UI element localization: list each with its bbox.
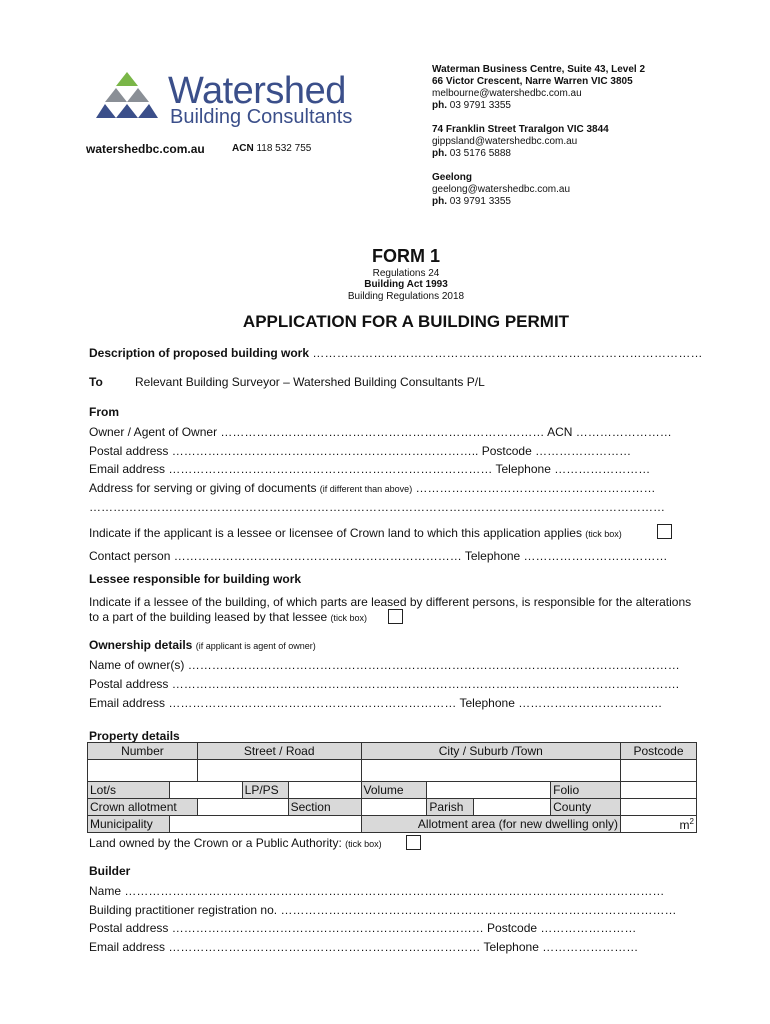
office-melbourne: Waterman Business Centre, Suite 43, Level 2 66 Victor Crescent, Narre Warren VIC 3805 melbourne@watershedbc.com.au ph. 03 9791 3355 [432, 64, 646, 111]
from-heading: From [89, 405, 119, 419]
crown-public-authority-checkbox[interactable] [406, 835, 421, 850]
service-address-field[interactable]: Address for serving or giving of documents (if different than above) …………………………………………………… [89, 481, 656, 495]
form-regulations-2018: Building Regulations 2018 [347, 291, 465, 302]
folio-label: Folio [551, 782, 621, 799]
lessee-heading: Lessee responsible for building work [89, 572, 302, 586]
street-cell[interactable] [197, 760, 361, 782]
owner-postal-field[interactable]: Postal address ………………………………………………………………………………………………………………. [89, 677, 680, 691]
builder-postal-field[interactable]: Postal address …………………………………………………………………… Postcode …………………… [89, 921, 637, 935]
header-street: Street / Road [197, 743, 361, 760]
form-number: FORM 1 [371, 246, 440, 266]
county-cell[interactable] [621, 799, 697, 816]
crown-public-authority-text: Land owned by the Crown or a Public Authority: (tick box) [89, 836, 382, 850]
office-traralgon: 74 Franklin Street Traralgon VIC 3844 gippsland@watershedbc.com.au ph. 03 5176 5888 [432, 124, 609, 159]
allotment-area-cell[interactable] [621, 816, 697, 833]
property-table [87, 742, 697, 833]
allotment-area-label: Allotment area (for new dwelling only) [361, 816, 620, 833]
property-lot-row [88, 782, 697, 799]
lot-cell[interactable] [169, 782, 242, 799]
builder-name-field[interactable]: Name ……………………………………………………………………………………………………………………… [89, 884, 665, 898]
page-title: APPLICATION FOR A BUILDING PERMIT [242, 312, 570, 331]
county-label: County [551, 799, 621, 816]
logo-mark-icon [96, 72, 158, 128]
property-header-row [88, 743, 697, 760]
property-value-row[interactable] [88, 760, 697, 782]
header-number: Number [88, 743, 198, 760]
lpps-label: LP/PS [242, 782, 288, 799]
postal-address-field[interactable]: Postal address ………………………………………………………………….. Postcode …………………… [89, 444, 632, 458]
builder-email-field[interactable]: Email address …………………………………………………………………… Telephone …………………… [89, 940, 639, 954]
owner-name-field[interactable]: Name of owner(s) …………………………………………………………………………………………………………… [89, 658, 680, 672]
municipality-cell[interactable] [169, 816, 361, 833]
form-regulation: Regulations 24 [372, 268, 440, 279]
lot-label: Lot/s [88, 782, 170, 799]
crown-allotment-cell[interactable] [197, 799, 288, 816]
number-cell[interactable] [88, 760, 198, 782]
service-address-line2[interactable]: ……………………………………………………………………………………………………………………………… [89, 500, 665, 514]
property-municipality-row [88, 816, 697, 833]
builder-heading: Builder [89, 864, 131, 878]
property-crown-row [88, 799, 697, 816]
crown-land-checkbox[interactable] [657, 524, 672, 539]
description-row[interactable]: Description of proposed building work …………………………………………………………………………………… [89, 346, 703, 360]
postcode-cell[interactable] [621, 760, 697, 782]
form-act: Building Act 1993 [364, 279, 448, 290]
parish-cell[interactable] [474, 799, 551, 816]
property-heading: Property details [89, 729, 180, 743]
header-postcode: Postcode [621, 743, 697, 760]
lessee-checkbox[interactable] [388, 609, 403, 624]
crown-allotment-label: Crown allotment [88, 799, 198, 816]
owner-email-field[interactable]: Email address ……………………………………………………………… Telephone ……………………………… [89, 696, 663, 710]
lessee-text-line1: Indicate if a lessee of the building, of which parts are leased by different persons, is responsible for the alterations [89, 595, 692, 609]
owner-agent-field[interactable]: Owner / Agent of Owner ……………………………………………………………………… ACN …………………… [89, 425, 672, 439]
logo [96, 68, 376, 132]
acn: ACN 118 532 755 [232, 143, 312, 154]
logo-word-watershed: Watershed [168, 70, 346, 112]
lpps-cell[interactable] [288, 782, 361, 799]
office-geelong: Geelong geelong@watershedbc.com.au ph. 03 9791 3355 [432, 172, 571, 207]
builder-registration-field[interactable]: Building practitioner registration no. ……………………………………………………………………………………… [89, 903, 677, 917]
crown-land-text: Indicate if the applicant is a lessee or licensee of Crown land to which this application applies (tick box) [89, 526, 622, 540]
volume-cell[interactable] [427, 782, 551, 799]
city-cell[interactable] [361, 760, 620, 782]
section-label: Section [288, 799, 361, 816]
folio-cell[interactable] [621, 782, 697, 799]
ownership-heading: Ownership details (if applicant is agent of owner) [89, 638, 316, 652]
contact-person-field[interactable]: Contact person ……………………………………………………………… Telephone ……………………………… [89, 549, 668, 563]
lessee-text-line2: to a part of the building leased by that lessee (tick box) [89, 610, 368, 624]
unit-squared: 2 [689, 816, 694, 826]
section-cell[interactable] [361, 799, 427, 816]
unit-m: m [679, 817, 690, 832]
volume-label: Volume [361, 782, 427, 799]
website: watershedbc.com.au [86, 142, 205, 156]
to-value: Relevant Building Surveyor – Watershed Building Consultants P/L [135, 375, 485, 389]
logo-word-building-consultants: Building Consultants [170, 106, 353, 128]
email-address-field[interactable]: Email address ……………………………………………………………………… Telephone …………………… [89, 462, 651, 476]
header-city: City / Suburb /Town [361, 743, 620, 760]
municipality-label: Municipality [88, 816, 170, 833]
parish-label: Parish [427, 799, 474, 816]
to-label: To [89, 375, 103, 389]
